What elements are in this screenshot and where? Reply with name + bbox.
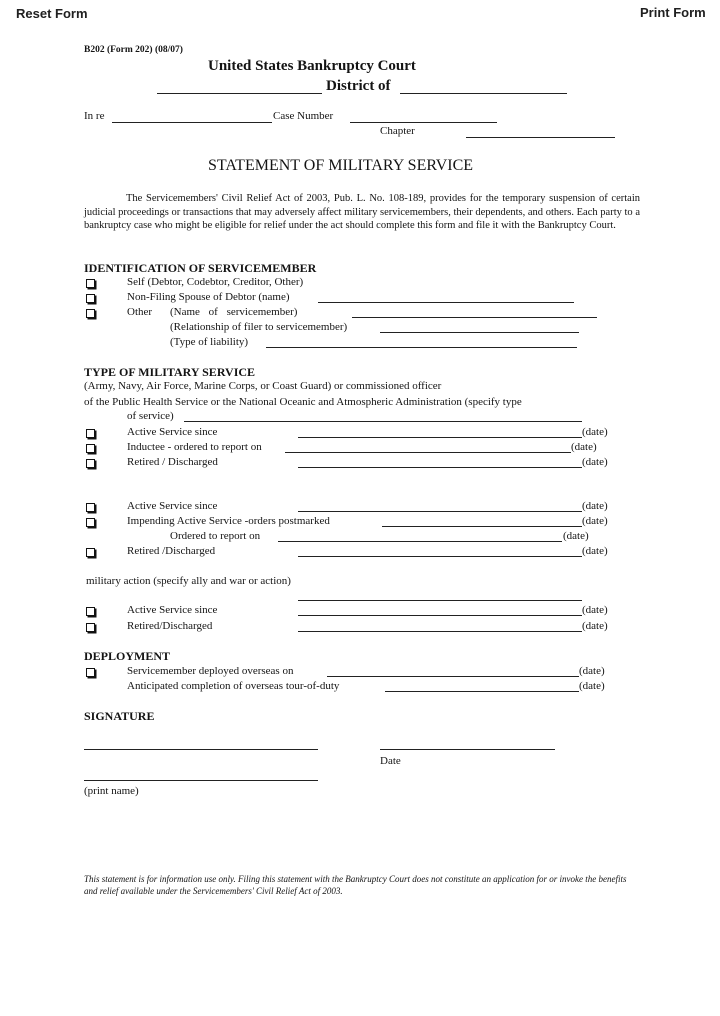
print-name-field[interactable]: [84, 780, 318, 781]
g2-active-date-label: (date): [582, 500, 608, 512]
g1-retired-date-field[interactable]: [298, 467, 582, 468]
g1-inductee-checkbox[interactable]: [86, 444, 95, 453]
deployed-date-field[interactable]: [327, 676, 579, 677]
signature-date-label: Date: [380, 755, 401, 767]
g1-active-date-label: (date): [582, 426, 608, 438]
self-label: Self (Debtor, Codebtor, Creditor, Other): [127, 276, 304, 288]
military-desc-3: of service): [127, 410, 174, 422]
military-desc-2: of the Public Health Service or the National Oceanic and Atmospheric Administration (specify type: [84, 396, 522, 408]
liability-label: (Type of liability): [170, 336, 249, 348]
g2-ordered-label: Ordered to report on: [170, 530, 261, 542]
g1-inductee-date-label: (date): [571, 441, 597, 453]
g3-active-checkbox[interactable]: [86, 607, 95, 616]
g2-active-label: Active Service since: [127, 500, 218, 512]
intro-paragraph: The Servicemembers' Civil Relief Act of 2003, Pub. L. No. 108-189, provides for the temporary suspension of certain judicial proceedings or transactions that may adversely affect military servicemembers, their dependents, and others. Each party to a bankruptcy case who might be eligible for relief under the act should complete this form and file it with the Bankruptcy Court.: [84, 193, 640, 231]
relationship-label: (Relationship of filer to servicemember): [170, 321, 348, 333]
in-re-field[interactable]: [112, 122, 272, 123]
deployed-date-label: (date): [579, 665, 605, 677]
g1-active-label: Active Service since: [127, 426, 218, 438]
case-number-field[interactable]: [350, 122, 497, 123]
page-title: STATEMENT OF MILITARY SERVICE: [208, 157, 474, 174]
g1-retired-label: Retired / Discharged: [127, 456, 218, 468]
g3-retired-checkbox[interactable]: [86, 623, 95, 632]
print-form-button[interactable]: Print Form: [640, 5, 706, 20]
deployment-heading: DEPLOYMENT: [84, 649, 171, 663]
spouse-name-field[interactable]: [318, 302, 574, 303]
spouse-label: Non-Filing Spouse of Debtor (name): [127, 291, 290, 303]
g3-active-label: Active Service since: [127, 604, 218, 616]
g1-inductee-label: Inductee - ordered to report on: [127, 441, 262, 453]
g2-active-date-field[interactable]: [298, 511, 582, 512]
g2-ordered-date-field[interactable]: [278, 541, 562, 542]
military-desc-1: (Army, Navy, Air Force, Marine Corps, or Coast Guard) or commissioned officer: [84, 380, 442, 392]
footer-note: This statement is for information use only. Filing this statement with the Bankruptcy Court does not constitute an application for or invoke the benefits and relief available under the Servicemembers' Civil Relief Act of 2003.: [84, 874, 627, 896]
relationship-field[interactable]: [380, 332, 579, 333]
military-action-label: military action (specify ally and war or action): [86, 575, 291, 587]
chapter-label: Chapter: [380, 125, 415, 137]
g1-active-checkbox[interactable]: [86, 429, 95, 438]
g2-impending-checkbox[interactable]: [86, 518, 95, 527]
g1-active-date-field[interactable]: [298, 437, 582, 438]
print-name-label: (print name): [84, 785, 139, 797]
g3-active-date-label: (date): [582, 604, 608, 616]
g2-active-checkbox[interactable]: [86, 503, 95, 512]
liability-field[interactable]: [266, 347, 577, 348]
spouse-checkbox[interactable]: [86, 294, 95, 303]
case-number-label: Case Number: [273, 110, 334, 122]
g1-inductee-date-field[interactable]: [285, 452, 571, 453]
g2-retired-date-field[interactable]: [298, 556, 582, 557]
deployed-label: Servicemember deployed overseas on: [127, 665, 294, 677]
chapter-field[interactable]: [466, 137, 615, 138]
military-service-heading: TYPE OF MILITARY SERVICE: [84, 365, 256, 379]
self-checkbox[interactable]: [86, 279, 95, 288]
in-re-label: In re: [84, 110, 105, 122]
g2-retired-checkbox[interactable]: [86, 548, 95, 557]
signature-heading: SIGNATURE: [84, 709, 155, 723]
g2-impending-date-label: (date): [582, 515, 608, 527]
district-label: District of: [326, 78, 391, 94]
g3-active-date-field[interactable]: [298, 615, 582, 616]
g3-retired-date-label: (date): [582, 620, 608, 632]
signature-date-field[interactable]: [380, 749, 555, 750]
form-code: B202 (Form 202) (08/07): [84, 45, 183, 55]
anticipated-date-label: (date): [579, 680, 605, 692]
g2-impending-date-field[interactable]: [382, 526, 582, 527]
anticipated-date-field[interactable]: [385, 691, 579, 692]
military-action-field[interactable]: [298, 600, 582, 601]
g3-retired-label: Retired/Discharged: [127, 620, 213, 632]
district-prefix-line[interactable]: [157, 93, 322, 94]
g2-ordered-date-label: (date): [563, 530, 589, 542]
g1-retired-checkbox[interactable]: [86, 459, 95, 468]
court-name: United States Bankruptcy Court: [208, 58, 416, 74]
g2-retired-date-label: (date): [582, 545, 608, 557]
servicemember-name-field[interactable]: [352, 317, 597, 318]
reset-form-button[interactable]: Reset Form: [16, 6, 88, 21]
g2-impending-label: Impending Active Service -orders postmarked: [127, 515, 330, 527]
signature-field[interactable]: [84, 749, 318, 750]
other-label: Other: [127, 306, 153, 318]
deployed-checkbox[interactable]: [86, 668, 95, 677]
anticipated-label: Anticipated completion of overseas tour-of-duty: [127, 680, 340, 692]
g3-retired-date-field[interactable]: [298, 631, 582, 632]
servicemember-name-label: (Name of servicemember): [170, 306, 298, 318]
district-field[interactable]: [400, 93, 567, 94]
g2-retired-label: Retired /Discharged: [127, 545, 216, 557]
g1-retired-date-label: (date): [582, 456, 608, 468]
type-of-service-field[interactable]: [184, 421, 582, 422]
identification-heading: IDENTIFICATION OF SERVICEMEMBER: [84, 261, 317, 275]
other-checkbox[interactable]: [86, 309, 95, 318]
